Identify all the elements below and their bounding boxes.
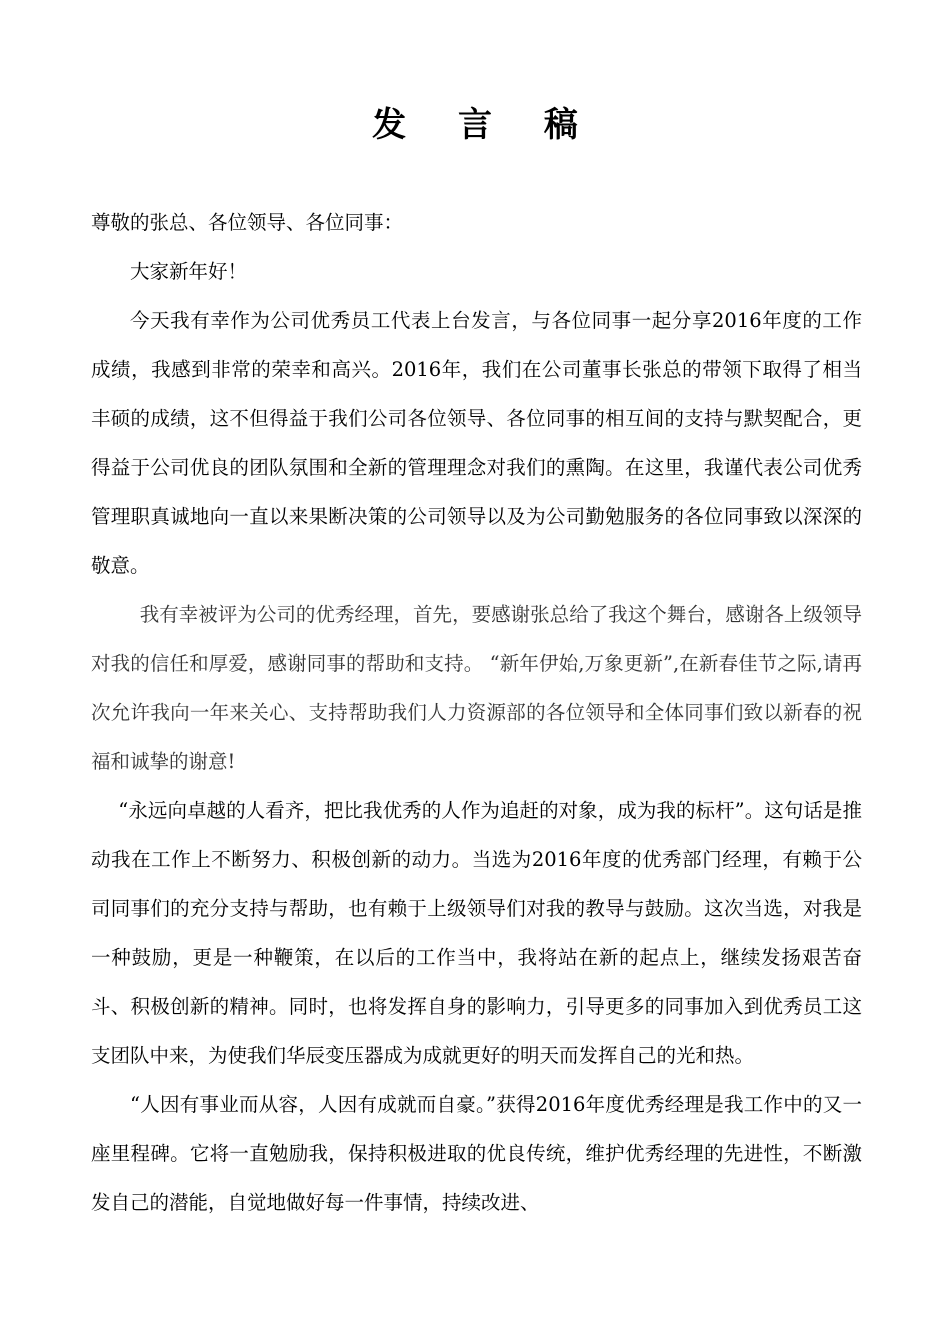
document-body [91, 198, 862, 1227]
paragraph-opening: 今天我有幸作为公司优秀员工代表上台发言，与各位同事一起分享2016年度的工作成绩，我感到非常的荣幸和高兴。2016年，我们在公司董事长张总的带领下取得了相当丰硕的成绩，这不但得益于我们公司各位领导、各位同事的相互间的支持与默契配合，更得益于公司优良的团队氛围和全新的管理理念对我们的熏陶。在这里，我谨代表公司优秀管理职真诚地向一直以来果断决策的公司领导以及为公司勤勉服务的各位同事致以深深的敬意。 [91, 309, 862, 577]
paragraph-milestone: “人因有事业而从容，人因有成就而自豪。”获得2016年度优秀经理是我工作中的又一座里程碑。它将一直勉励我，保持积极进取的优良传统，维护优秀经理的先进性，不断激发自己的潜能，自觉地做好每一件事情，持续改进、 [91, 1093, 862, 1214]
paragraph-motto: “永远向卓越的人看齐，把比我优秀的人作为追赶的对象，成为我的标杆”。这句话是推动我在工作上不断努力、积极创新的动力。当选为2016年度的优秀部门经理，有赖于公司同事们的充分支持与帮助，也有赖于上级领导们对我的教导与鼓励。这次当选，对我是一种鼓励，更是一种鞭策，在以后的工作当中，我将站在新的起点上，继续发扬艰苦奋斗、积极创新的精神。同时，也将发挥自身的影响力，引导更多的同事加入到优秀员工这支团队中来，为使我们华辰变压器成为成就更好的明天而发挥自己的光和热。 [91, 799, 862, 1067]
paragraph-thanks: 我有幸被评为公司的优秀经理，首先，要感谢张总给了我这个舞台，感谢各上级领导对我的信任和厚爱，感谢同事的帮助和支持。 “新年伊始,万象更新”,在新春佳节之际,请再次允许我向一年来关心、支持帮助我们人力资源部的各位领导和全体同事们致以新春的祝福和诚挚的谢意! [91, 603, 862, 773]
paragraph-greeting: 大家新年好！ [130, 260, 248, 283]
salutation: 尊敬的张总、各位领导、各位同事： [91, 211, 404, 234]
document-title: 发 言 稿 [372, 105, 598, 145]
